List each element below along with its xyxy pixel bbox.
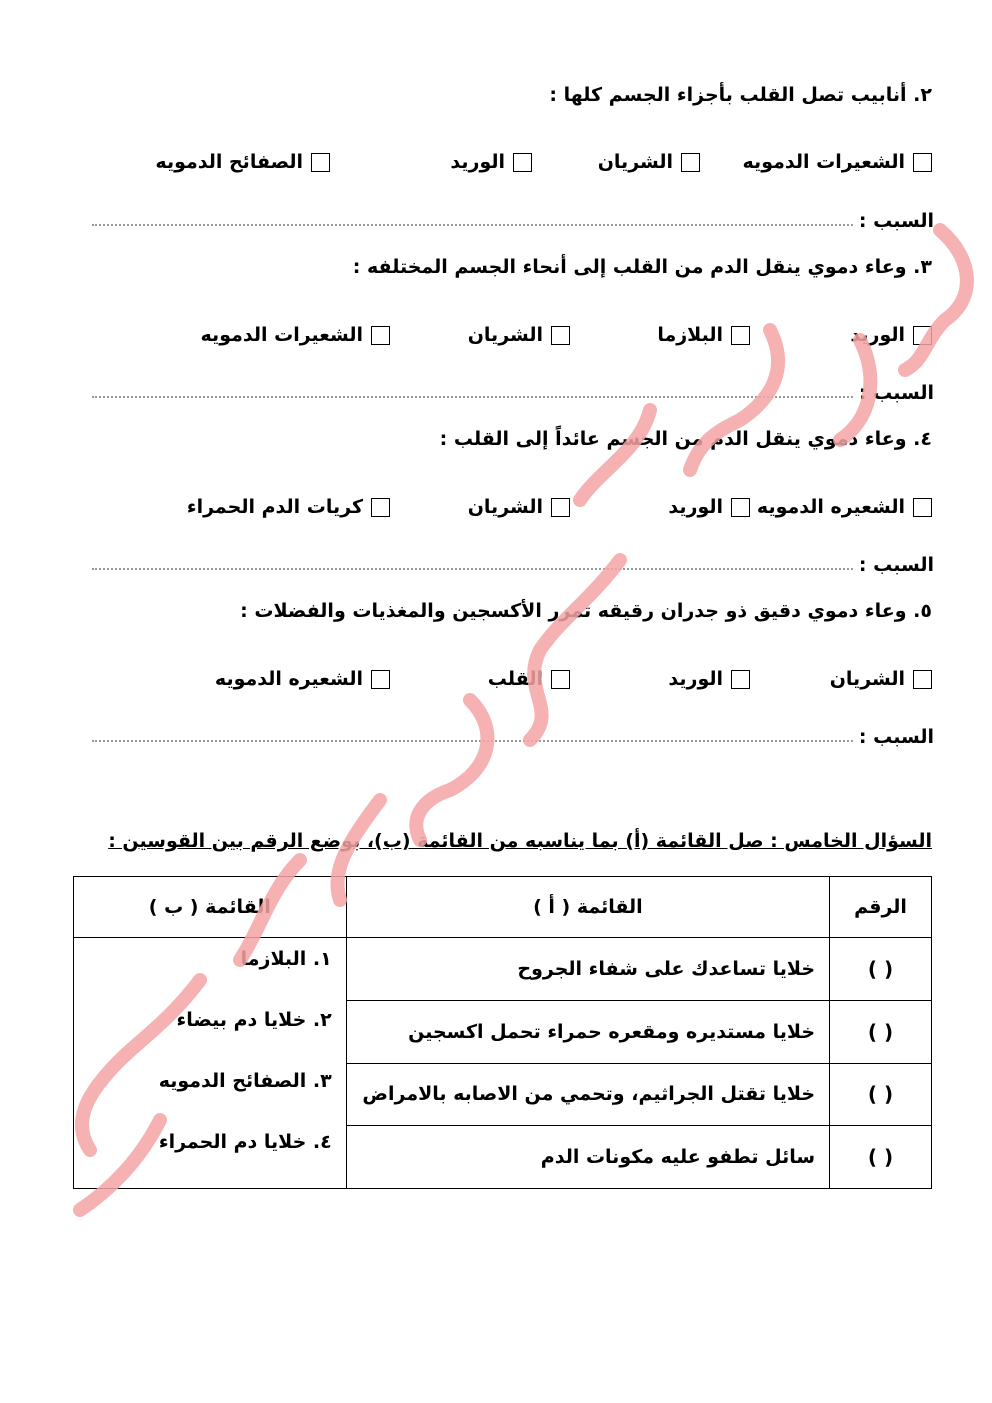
checkbox[interactable] <box>371 498 390 517</box>
list-a-item: خلايا مستديره ومقعره حمراء تحمل اكسجين <box>346 1000 829 1063</box>
answer-line[interactable] <box>92 568 853 570</box>
question-5-text: ٥. وعاء دموي دقيق ذو جدران رقيقه تمرر الأكسجين والمغذيات والفضلات : <box>240 600 932 622</box>
checkbox[interactable] <box>551 326 570 345</box>
list-b-item: ٣. الصفائح الدمويه <box>158 1070 332 1092</box>
checkbox[interactable] <box>513 153 532 172</box>
answer-line[interactable] <box>92 396 853 398</box>
q4-option-1[interactable]: الشعيره الدمويه <box>757 496 932 518</box>
q4-option-4[interactable]: كريات الدم الحمراء <box>187 496 390 518</box>
answer-line[interactable] <box>92 224 853 226</box>
q5-reason[interactable]: السبب : <box>92 718 934 748</box>
q2-option-4[interactable]: الصفائح الدمويه <box>155 151 330 173</box>
list-b-item: ١. البلازما <box>240 948 332 970</box>
q3-option-3[interactable]: الشريان <box>468 324 570 346</box>
checkbox[interactable] <box>913 153 932 172</box>
checkbox[interactable] <box>731 498 750 517</box>
checkbox[interactable] <box>371 670 390 689</box>
checkbox[interactable] <box>913 670 932 689</box>
header-list-a: القائمة ( أ ) <box>346 877 829 938</box>
matching-table <box>73 876 932 1189</box>
list-b-cell <box>74 938 347 1189</box>
q4-option-2[interactable]: الوريد <box>668 496 750 518</box>
q4-option-3[interactable]: الشريان <box>468 496 570 518</box>
q3-option-4[interactable]: الشعيرات الدمويه <box>201 324 390 346</box>
q2-reason[interactable]: السبب : <box>92 202 934 232</box>
checkbox[interactable] <box>913 498 932 517</box>
checkbox[interactable] <box>731 326 750 345</box>
matching-question-title: السؤال الخامس : صل القائمة (أ) بما يناسبه من القائمة (ب)، بوضع الرقم بين القوسين : <box>108 830 932 852</box>
table-header-row <box>74 877 932 938</box>
checkbox[interactable] <box>681 153 700 172</box>
question-4-text: ٤. وعاء دموي ينقل الدم من الجسم عائداً إلى القلب : <box>439 428 932 450</box>
q5-option-1[interactable]: الشريان <box>830 668 932 690</box>
checkbox[interactable] <box>371 326 390 345</box>
answer-blank[interactable]: ( ) <box>830 938 932 1001</box>
answer-blank[interactable]: ( ) <box>830 1000 932 1063</box>
q3-reason[interactable]: السبب : <box>92 374 934 404</box>
answer-blank[interactable]: ( ) <box>830 1063 932 1126</box>
q5-option-2[interactable]: الوريد <box>668 668 750 690</box>
question-3-text: ٣. وعاء دموي ينقل الدم من القلب إلى أنحاء الجسم المختلفه : <box>352 256 932 278</box>
list-b-item: ٤. خلايا دم الحمراء <box>158 1131 332 1153</box>
list-a-item: سائل تطفو عليه مكونات الدم <box>346 1126 829 1189</box>
q3-option-2[interactable]: البلازما <box>657 324 750 346</box>
q5-option-4[interactable]: الشعيره الدمويه <box>215 668 390 690</box>
q2-option-2[interactable]: الشريان <box>598 151 700 173</box>
list-a-item: خلايا تساعدك على شفاء الجروح <box>346 938 829 1001</box>
list-a-item: خلايا تقتل الجراثيم، وتحمي من الاصابه بالامراض <box>346 1063 829 1126</box>
answer-blank[interactable]: ( ) <box>830 1126 932 1189</box>
answer-line[interactable] <box>92 740 853 742</box>
list-b-item: ٢. خلايا دم بيضاء <box>176 1009 332 1031</box>
q3-option-1[interactable]: الوريد <box>850 324 932 346</box>
checkbox[interactable] <box>311 153 330 172</box>
table-row <box>74 938 932 1001</box>
checkbox[interactable] <box>551 498 570 517</box>
q2-option-1[interactable]: الشعيرات الدمويه <box>743 151 932 173</box>
header-number: الرقم <box>830 877 932 938</box>
question-2-text: ٢. أنابيب تصل القلب بأجزاء الجسم كلها : <box>549 84 932 106</box>
checkbox[interactable] <box>551 670 570 689</box>
q2-option-3[interactable]: الوريد <box>450 151 532 173</box>
checkbox[interactable] <box>913 326 932 345</box>
checkbox[interactable] <box>731 670 750 689</box>
q4-reason[interactable]: السبب : <box>92 546 934 576</box>
header-list-b: القائمة ( ب ) <box>74 877 347 938</box>
q5-option-3[interactable]: القلب <box>488 668 570 690</box>
